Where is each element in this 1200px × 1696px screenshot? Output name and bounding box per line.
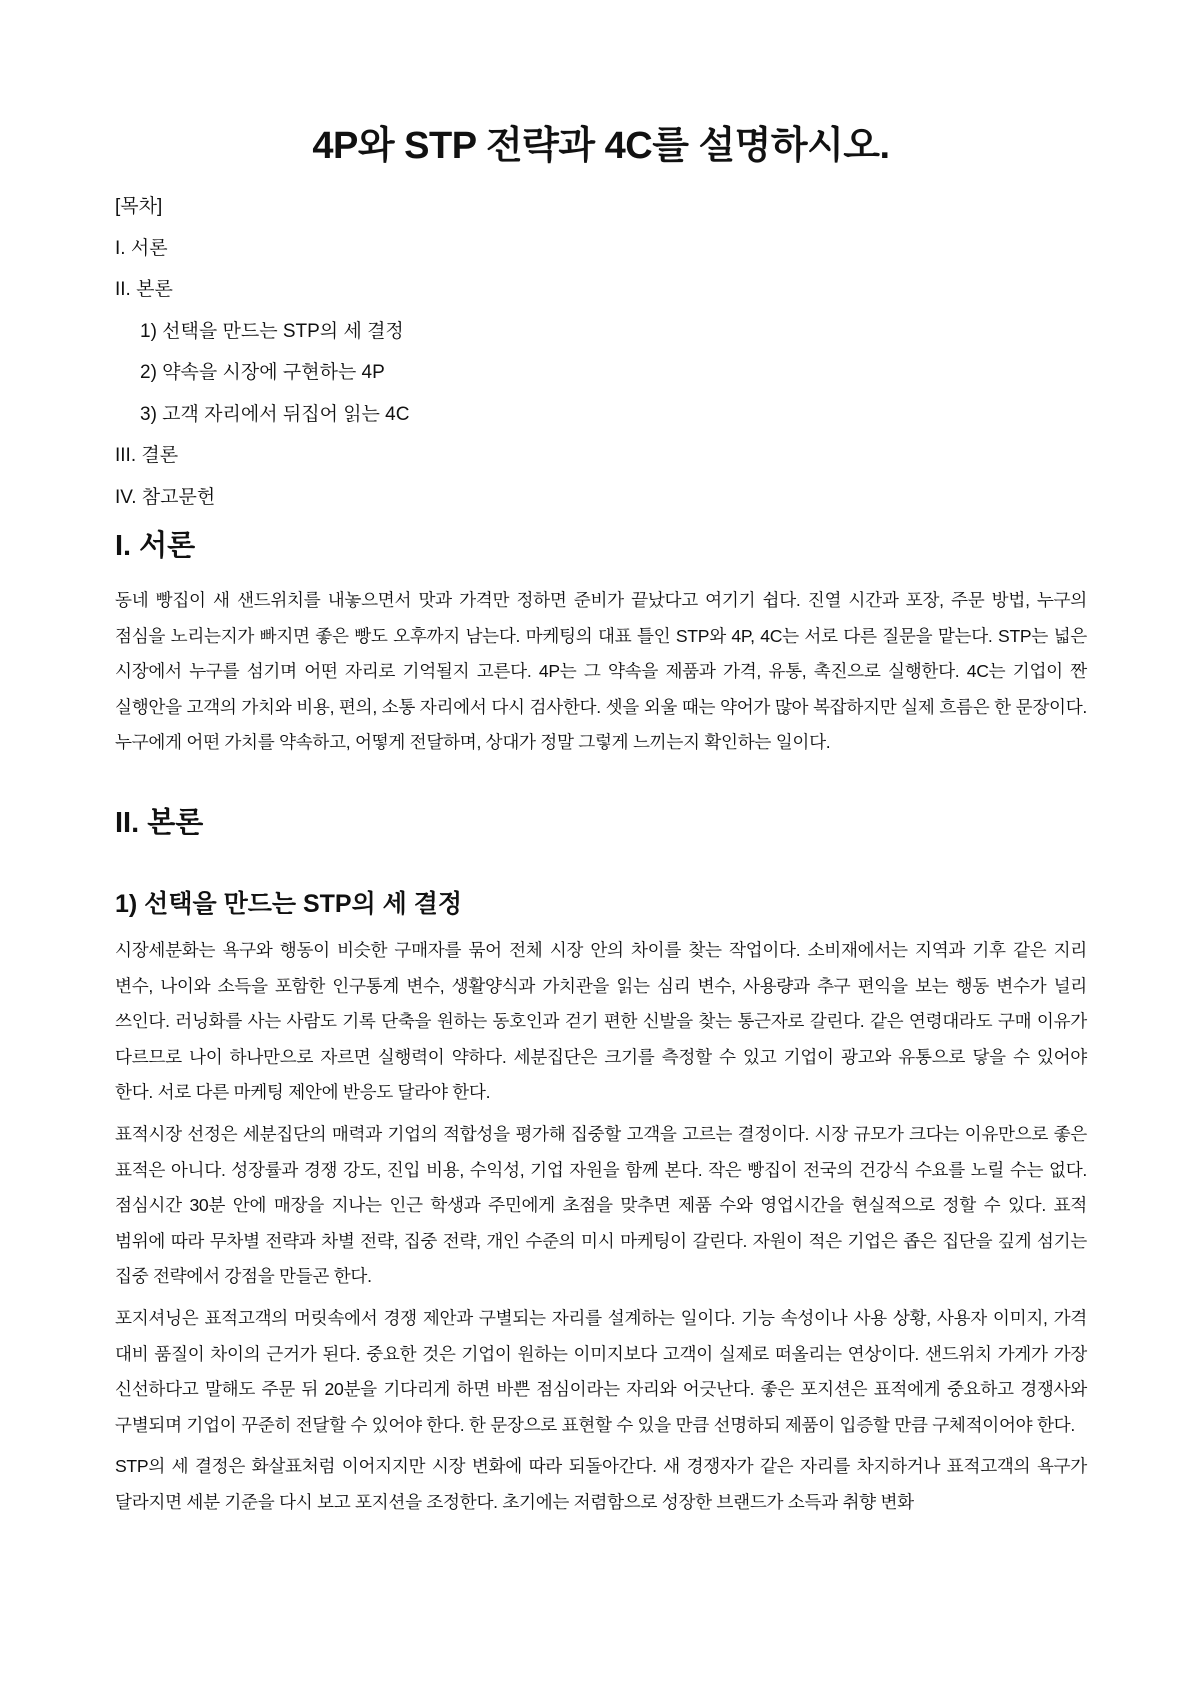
toc-item-4p: 2) 약속을 시장에 구현하는 4P bbox=[140, 362, 385, 383]
intro-paragraph: 동네 빵집이 새 샌드위치를 내놓으면서 맛과 가격만 정하면 준비가 끝났다고 여기기 쉽다. 진열 시간과 포장, 주문 방법, 누구의 점심을 노리는지가 빠지면 좋은 빵도 오후까지 남는다. 마케팅의 대표 틀인 STP와 4P, 4C는 서로 다른 질문을 맡는다. STP는 넓은 시장에서 누구를 섬기며 어떤 자리로 기억될지 고른다. 4P는 그 약속을 제품과 가격, 유통, 촉진으로 실행한다. 4C는 기업이 짠 실행안을 고객의 가치와 비용, 편의, 소통 자리에서 다시 검사한다. 셋을 외울 때는 약어가 많아 복잡하지만 실제 흐름은 한 문장이다. 누구에게 어떤 가치를 약속하고, 어떻게 전달하며, 상대가 정말 그렇게 느끼는지 확인하는 일이다. bbox=[115, 590, 1087, 753]
stp-paragraph-iteration: STP의 세 결정은 화살표처럼 이어지지만 시장 변화에 따라 되돌아간다. 새 경쟁자가 같은 자리를 차지하거나 표적고객의 욕구가 달라지면 세분 기준을 다시 보고 포지션을 조정한다. 초기에는 저렴함으로 성장한 브랜드가 소득과 취향 변화 bbox=[115, 1456, 1087, 1512]
toc-item-stp: 1) 선택을 만드는 STP의 세 결정 bbox=[140, 320, 404, 342]
section-heading-body: II. 본론 bbox=[115, 806, 204, 839]
table-of-contents bbox=[115, 186, 1087, 518]
stp-paragraph-positioning: 포지셔닝은 표적고객의 머릿속에서 경쟁 제안과 구별되는 자리를 설계하는 일이다. 기능 속성이나 사용 상황, 사용자 이미지, 가격 대비 품질이 차이의 근거가 된다. 중요한 것은 기업이 원하는 이미지보다 고객이 실제로 떠올리는 연상이다. 샌드위치 가게가 가장 신선하다고 말해도 주문 뒤 20분을 기다리게 하면 바쁜 점심이라는 자리와 어긋난다. 좋은 포지션은 표적에게 중요하고 경쟁사와 구별되며 기업이 꾸준히 전달할 수 있어야 한다. 한 문장으로 표현할 수 있을 만큼 선명하되 제품이 입증할 만큼 구체적이어야 한다. bbox=[115, 1307, 1087, 1435]
section-heading-intro: I. 서론 bbox=[115, 530, 196, 562]
toc-item-4c: 3) 고객 자리에서 뒤집어 읽는 4C bbox=[140, 403, 410, 425]
document-body bbox=[115, 524, 1087, 1520]
stp-paragraph-targeting: 표적시장 선정은 세분집단의 매력과 기업의 적합성을 평가해 집중할 고객을 고르는 결정이다. 시장 규모가 크다는 이유만으로 좋은 표적은 아니다. 성장률과 경쟁 강도, 진입 비용, 수익성, 기업 자원을 함께 본다. 작은 빵집이 전국의 건강식 수요를 노릴 수는 없다. 점심시간 30분 안에 매장을 지나는 인근 학생과 주민에게 초점을 맞추면 제품 수와 영업시간을 현실적으로 정할 수 있다. 표적 범위에 따라 무차별 전략과 차별 전략, 집중 전략, 개인 수준의 미시 마케팅이 갈린다. 자원이 적은 기업은 좁은 집단을 깊게 섬기는 집중 전략에서 강점을 만들곤 한다. bbox=[115, 1123, 1087, 1287]
subsection-heading-stp: 1) 선택을 만드는 STP의 세 결정 bbox=[115, 889, 463, 918]
toc-item-intro: I. 서론 bbox=[115, 237, 168, 259]
stp-paragraph-segmentation: 시장세분화는 욕구와 행동이 비슷한 구매자를 묶어 전체 시장 안의 차이를 찾는 작업이다. 소비재에서는 지역과 기후 같은 지리 변수, 나이와 소득을 포함한 인구통계 변수, 생활양식과 가치관을 읽는 심리 변수, 사용량과 추구 편익을 보는 행동 변수가 널리 쓰인다. 러닝화를 사는 사람도 기록 단축을 원하는 동호인과 걷기 편한 신발을 찾는 통근자로 갈린다. 같은 연령대라도 구매 이유가 다르므로 나이 하나만으로 자르면 실행력이 약하다. 세분집단은 크기를 측정할 수 있고 기업이 광고와 유통으로 닿을 수 있어야 한다. 서로 다른 마케팅 제안에 반응도 달라야 한다. bbox=[115, 939, 1087, 1103]
toc-item-body: II. 본론 bbox=[115, 279, 173, 300]
page-title: 4P와 STP 전략과 4C를 설명하시오. bbox=[312, 125, 890, 167]
toc-item-references: IV. 참고문헌 bbox=[115, 486, 216, 508]
toc-heading: [목차] bbox=[115, 196, 163, 217]
toc-item-conclusion: III. 결론 bbox=[115, 445, 179, 466]
